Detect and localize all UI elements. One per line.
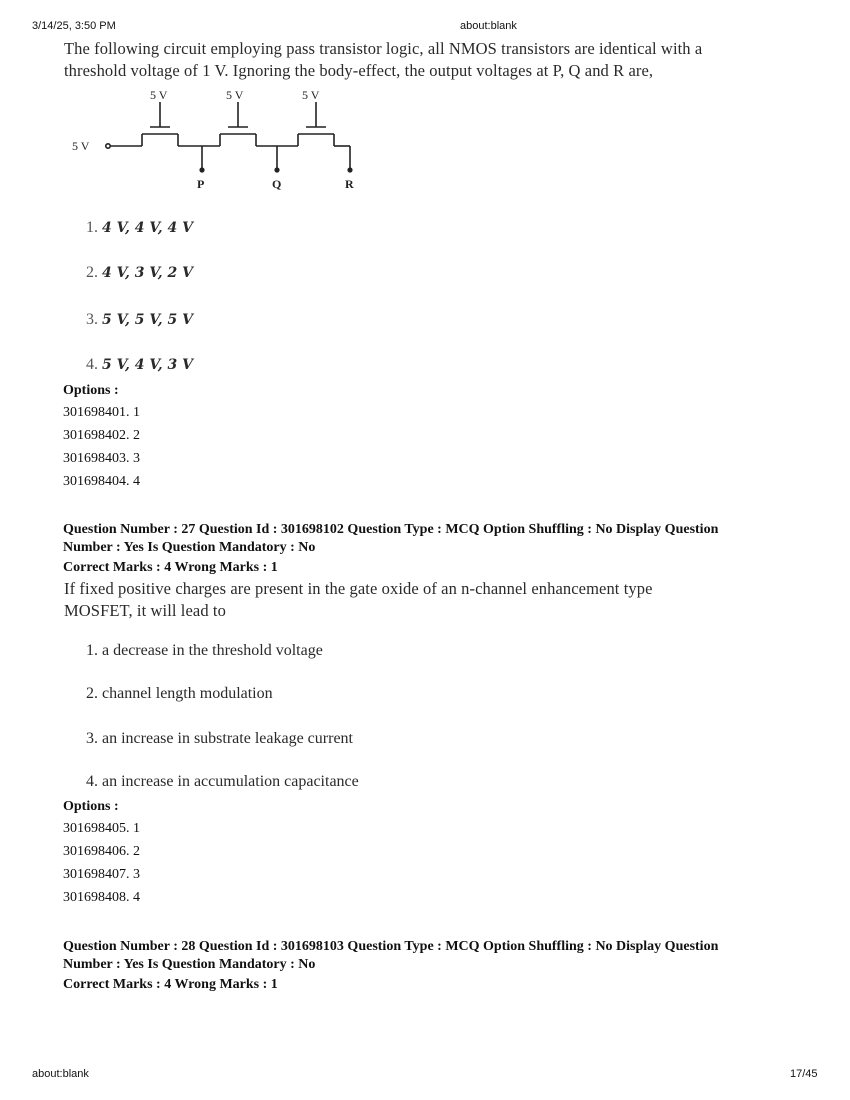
q26-choice-2: 2. 4 V, 3 V, 2 V: [86, 264, 194, 281]
q27-choice-2: 2. channel length modulation: [86, 685, 273, 702]
q27-meta: Question Number : 27 Question Id : 301698102 Question Type : MCQ Option Shuffling : No Display Question Number : Yes Is Question Mandatory : No Correct Marks : 4 Wrong Marks : 1: [63, 522, 719, 575]
q27-option-code-1: 301698405. 1: [63, 821, 140, 836]
q27-option-code-2: 301698406. 2: [63, 844, 140, 859]
q26-option-code-4: 301698404. 4: [63, 474, 140, 489]
gate2-label: 5 V: [226, 88, 244, 102]
q27-choice-4: 4. an increase in accumulation capacitance: [86, 773, 359, 790]
input-label: 5 V: [72, 139, 90, 153]
q26-text-line1: The following circuit employing pass transistor logic, all NMOS transistors are identical with a: [64, 39, 703, 58]
node-p-dot: [199, 167, 204, 172]
q28-meta: Question Number : 28 Question Id : 301698103 Question Type : MCQ Option Shuffling : No Display Question Number : Yes Is Question Mandatory : No Correct Marks : 4 Wrong Marks : 1: [63, 939, 719, 992]
print-title: about:blank: [460, 20, 517, 32]
print-datetime: 3/14/25, 3:50 PM: [32, 20, 116, 32]
gate1-label: 5 V: [150, 88, 168, 102]
q27-option-code-4: 301698408. 4: [63, 890, 140, 905]
q26-option-code-3: 301698403. 3: [63, 451, 140, 466]
node-q-dot: [274, 167, 279, 172]
print-footer-url: about:blank: [32, 1068, 89, 1080]
q27-options-label: Options :: [63, 799, 119, 814]
q26-choice-3: 3. 5 V, 5 V, 5 V: [86, 311, 194, 328]
q26-option-code-2: 301698402. 2: [63, 428, 140, 443]
q27-option-code-3: 301698407. 3: [63, 867, 140, 882]
q26-choice-1: 1. 4 V, 4 V, 4 V: [86, 219, 194, 236]
print-page-number: 17/45: [790, 1068, 818, 1080]
q26-option-code-1: 301698401. 1: [63, 405, 140, 420]
q27-text-line2: MOSFET, it will lead to: [64, 601, 226, 620]
q27-choice-3: 3. an increase in substrate leakage current: [86, 730, 353, 747]
node-r-dot: [347, 167, 352, 172]
node-r-label: R: [345, 177, 354, 191]
q27-text-line1: If fixed positive charges are present in the gate oxide of an n-channel enhancement type: [64, 579, 653, 598]
node-q-label: Q: [272, 177, 282, 191]
gate3-label: 5 V: [302, 88, 320, 102]
q26-choice-4: 4. 5 V, 4 V, 3 V: [86, 356, 194, 373]
q26-text-line2: threshold voltage of 1 V. Ignoring the body-effect, the output voltages at P, Q and R are,: [64, 61, 654, 80]
q27-choice-1: 1. a decrease in the threshold voltage: [86, 642, 323, 659]
pass-transistor-circuit: [60, 86, 380, 198]
node-p-label: P: [197, 177, 205, 191]
q26-options-label: Options :: [63, 383, 119, 398]
